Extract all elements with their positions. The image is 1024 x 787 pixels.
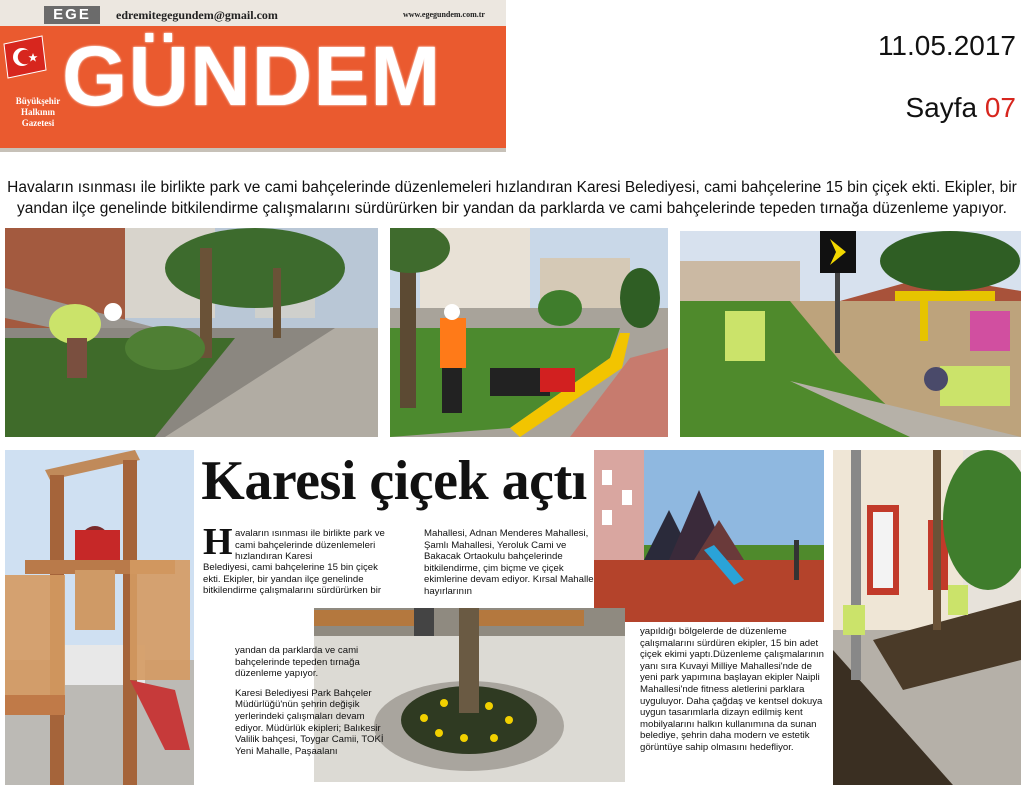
article-col1-paragraph-2: Karesi Belediyesi Park Bahçeler Müdürlüğü'nün şehrin değişik yerlerindeki çalışmaları devam ediyor. Müdürlük ekipleri; Balıkesir Valilik bahçesi, Toygar Camii, TOKİ Yeni Mahalle, Paşaalanı	[235, 687, 384, 757]
masthead-ege-label: EGE	[44, 6, 100, 24]
turkish-flag-icon	[2, 34, 48, 80]
publication-date: 11.05.2017	[877, 30, 1016, 61]
article-col1-body-2a: yandan da parklarda ve cami bahçelerinde tepeden tırnağa düzenleme yapıyor.	[235, 645, 360, 680]
article-summary: Havaların ısınması ile birlikte park ve cami bahçelerinde düzenlemeleri hızlandıran Karesi Belediyesi, cami bahçelerine 15 bin çiçek ekti. Ekipler, bir yandan ilçe genelinde bitkilendirme çalışmalarını sürdürürken bir yandan da parklarda ve cami bahçelerinde tepeden tırnağa düzenleme yapıyor.	[7, 179, 1017, 217]
article-col2: Mahallesi, Adnan Menderes Mahallesi, Şamlı Mahallesi, Yeroluk Cami ve Bakacak Ortaokulu bahçelerinde bitkilendirme, çim biçme ve çiçek ekimlerine devam ediyor. Kırsal Mahalle hayırlarının	[424, 528, 594, 597]
article-col3: yapıldığı bölgelerde de düzenleme çalışmalarını sürdüren ekipler, 15 bin adet çiçek ekimi yaptı.Düzenleme çalışmalarının yanı sıra Kuvayi Milliye Mahallesi'nde de yeni park yapımına başlayan ekipler Naipli Mahallesi'nde fitness aletlerini parklara uyguluyor. Daha çağdaş ve kentsel dokuya uygun tasarımlarla dizayn edilmiş kent mobilyalarını halkın kullanımına da sunan belediye, şehrin daha modern ve estetik görüntüye sahip olmasını hedefliyor.	[640, 626, 824, 753]
article-col1-intro: avaların ısınması ile birlikte park ve cami bahçelerinde düzenlemeleri hızlandıran Karesi	[235, 528, 385, 563]
article-col1-body-2	[235, 645, 385, 757]
article-col1-body: Belediyesi, cami bahçelerine 15 bin çiçek ekti. Ekipler, bir yandan ilçe genelinde bitkilendirme çalışmalarını sürdürürken bir	[203, 562, 382, 597]
masthead-subtitle-line1: Büyükşehir	[15, 96, 61, 106]
page-indicator	[905, 92, 1016, 124]
masthead-subtitle-line3: Gazetesi	[21, 118, 55, 128]
page-label: Sayfa	[905, 92, 978, 123]
photo-playground-slide	[5, 450, 194, 785]
photo-new-playground	[594, 450, 824, 622]
masthead-rule	[0, 148, 506, 152]
masthead-subtitle	[6, 96, 70, 129]
photo-garden-planting-building	[833, 450, 1021, 785]
photo-worker-mowing-grass	[390, 228, 668, 437]
newspaper-masthead	[0, 0, 506, 152]
article-dropcap: H	[203, 521, 233, 563]
masthead-email: edremitegegundem@gmail.com	[116, 8, 278, 22]
photo-worker-stairs-park	[5, 228, 378, 437]
masthead-website: www.egegundem.com.tr	[403, 10, 485, 19]
photo-playground-planting	[680, 231, 1021, 437]
masthead-subtitle-line2: Halkının	[20, 107, 56, 117]
masthead-name: GÜNDEM	[62, 29, 442, 123]
page-number: 07	[984, 92, 1016, 123]
article-headline: Karesi çiçek açtı	[201, 450, 587, 512]
